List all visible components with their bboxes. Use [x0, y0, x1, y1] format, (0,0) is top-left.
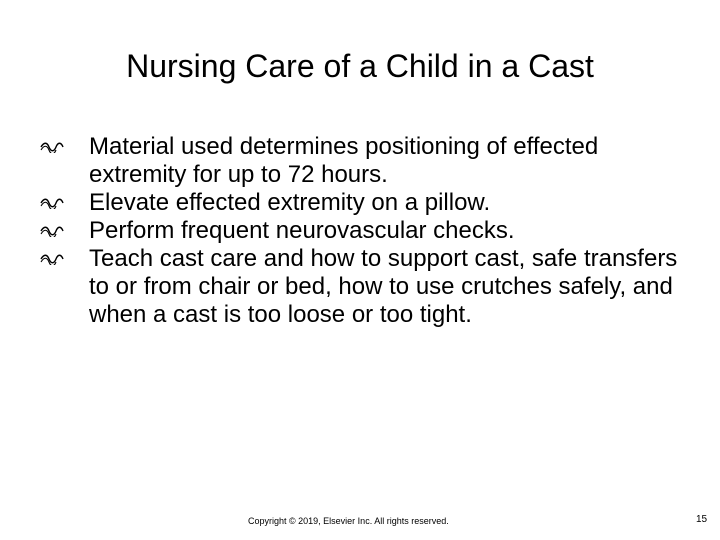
- bullet-text: Perform frequent neurovascular checks.: [89, 217, 515, 244]
- bullet-item: [40, 133, 680, 189]
- copyright-footer: Copyright © 2019, Elsevier Inc. All rights reserved.: [248, 516, 449, 526]
- bullet-text: Teach cast care and how to support cast, safe transfers to or from chair or bed, how to use crutches safely, and when a cast is too loose or too tight.: [89, 245, 678, 328]
- page-number: 15: [696, 514, 708, 525]
- wave-bullet-icon: [40, 197, 64, 209]
- bullet-item: [40, 245, 680, 329]
- slide-title: Nursing Care of a Child in a Cast: [126, 48, 594, 84]
- wave-bullet-icon: [40, 225, 64, 237]
- wave-bullet-icon: [40, 253, 64, 265]
- bullet-list: [40, 133, 680, 329]
- bullet-text: Elevate effected extremity on a pillow.: [89, 189, 491, 216]
- wave-bullet-icon: [40, 141, 64, 153]
- bullet-item: [40, 189, 680, 217]
- bullet-text: Material used determines positioning of effected extremity for up to 72 hours.: [89, 133, 599, 188]
- bullet-item: [40, 217, 680, 245]
